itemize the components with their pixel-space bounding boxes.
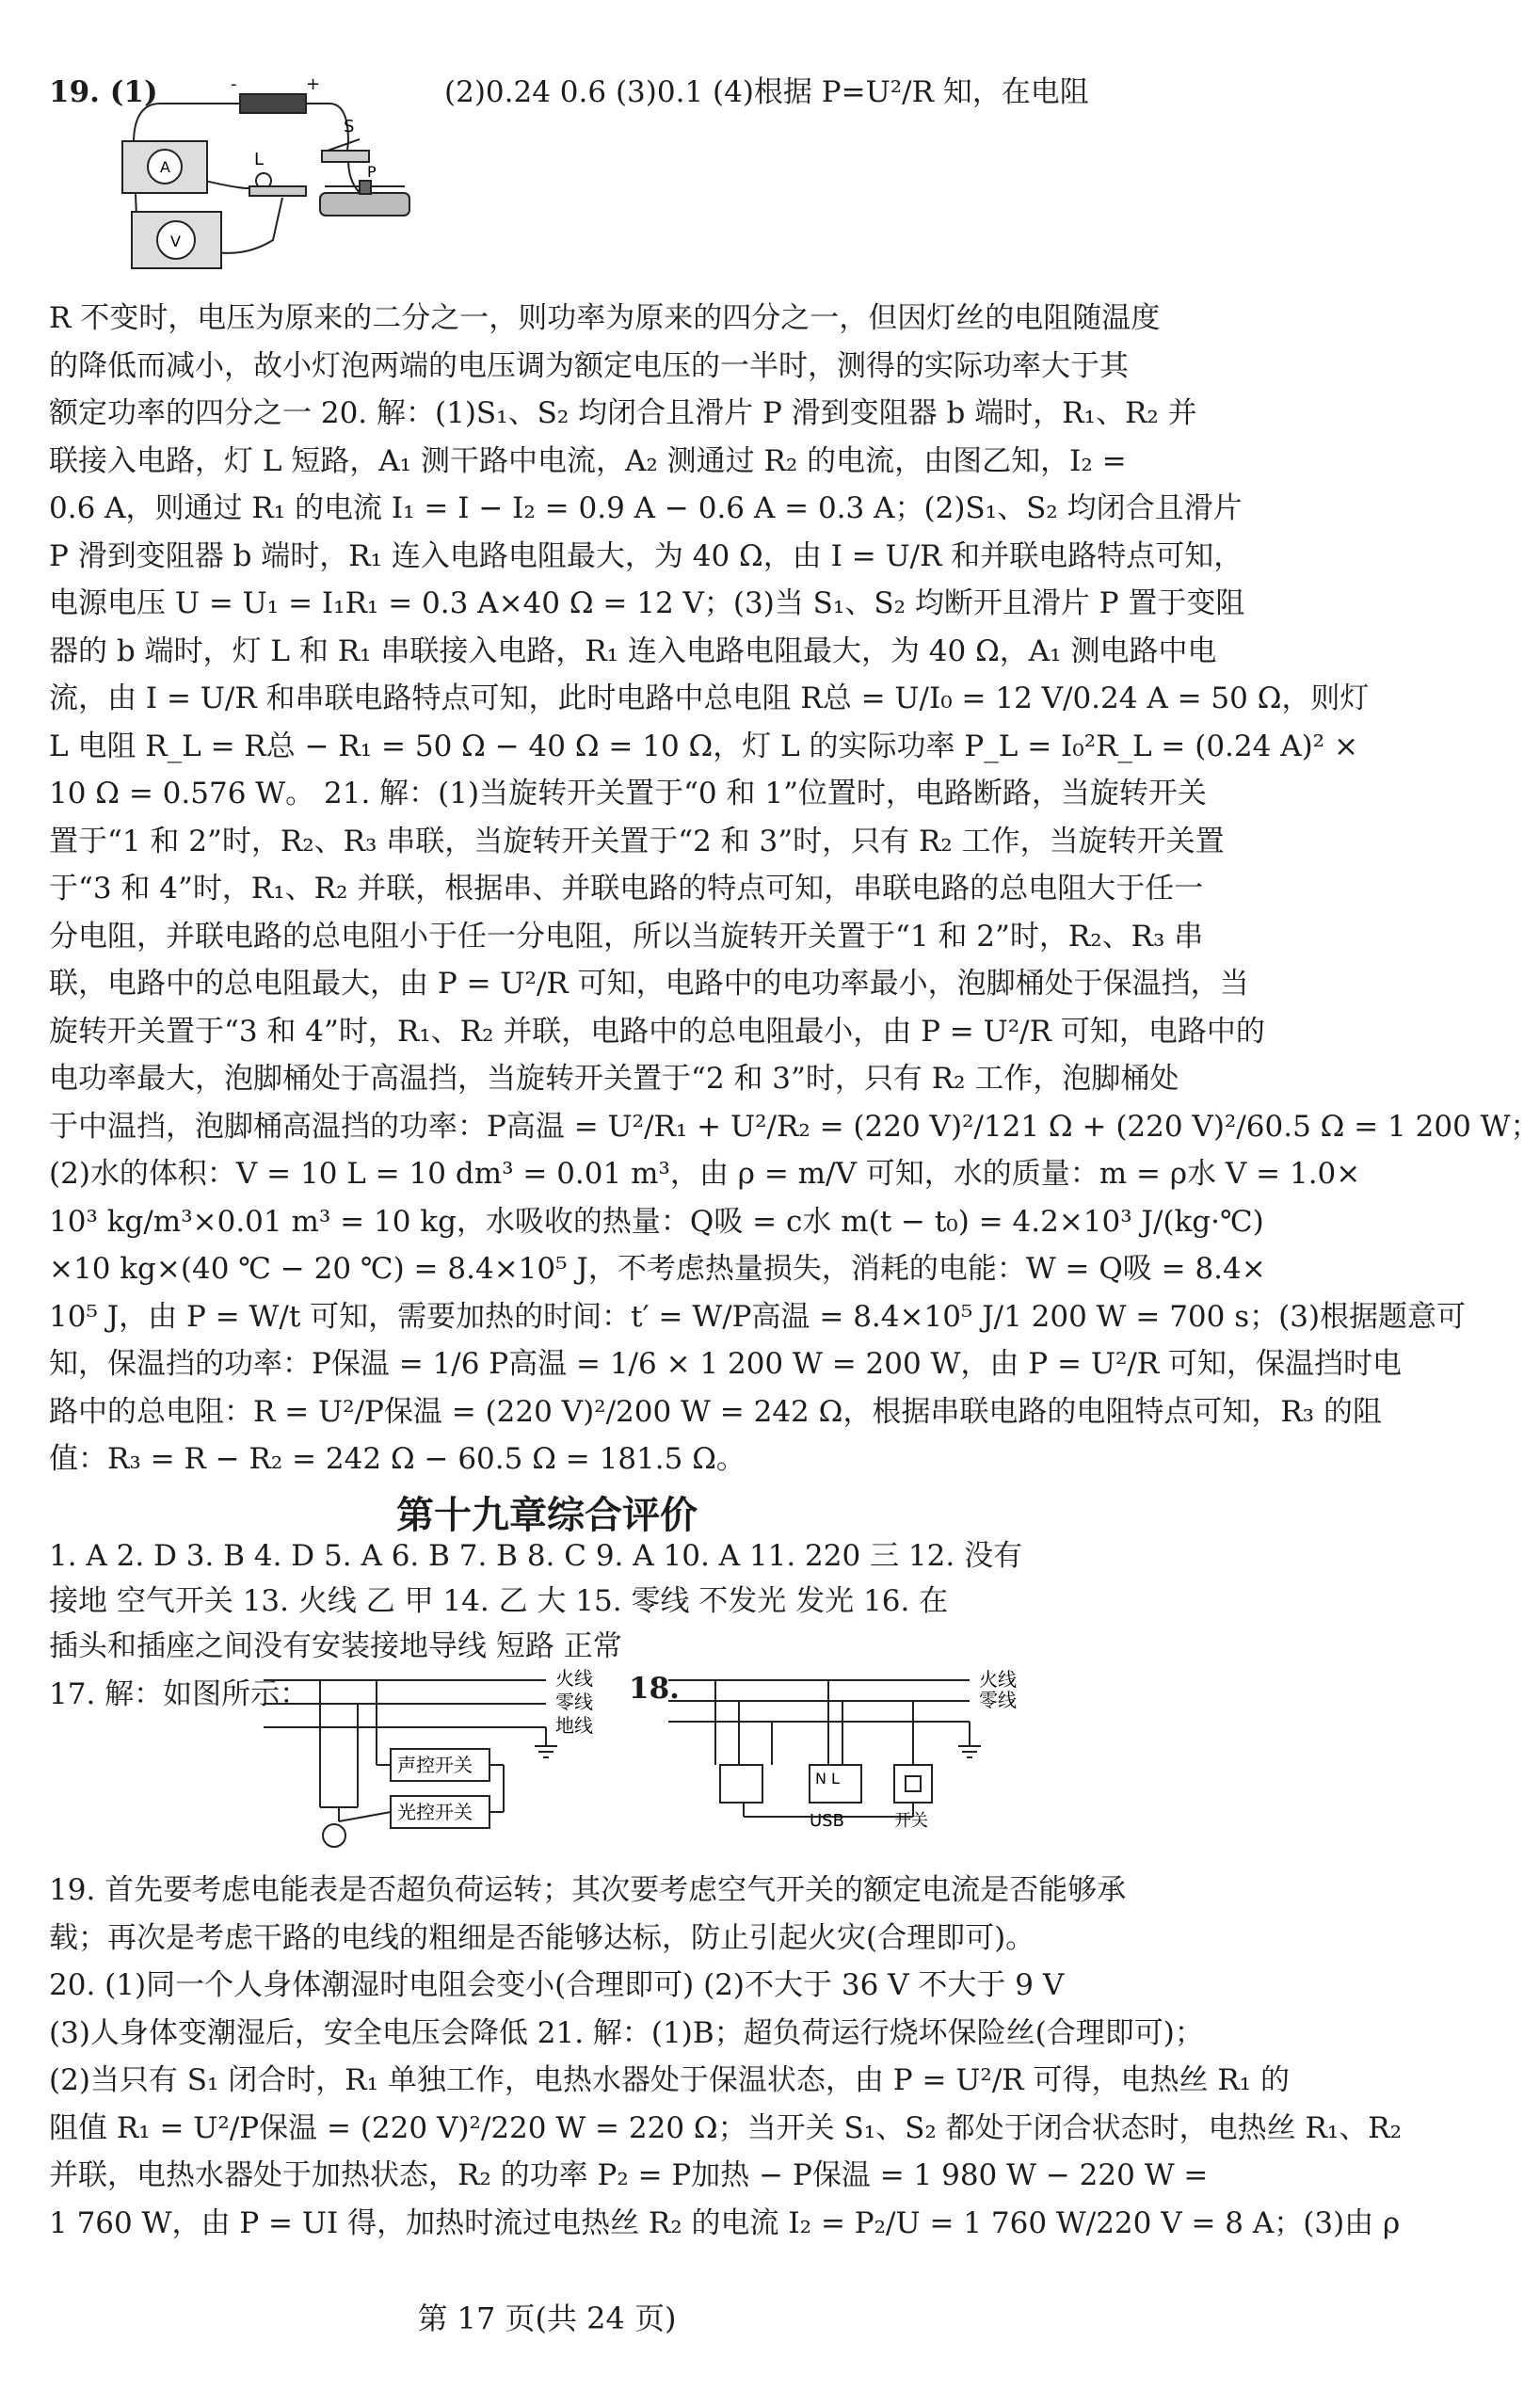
fig18-live: 火线	[979, 1668, 1017, 1691]
switch-icon	[322, 151, 369, 162]
text-line: 1 760 W，由 P = UI 得，加热时流过电热丝 R₂ 的电流 I₂ = P₂/U = 1 760 W/220 V = 8 A；(3)由 ρ	[49, 2205, 1401, 2240]
fig18-usb: USB	[810, 1811, 844, 1831]
battery-icon	[240, 94, 306, 113]
rheostat-label: P	[367, 163, 377, 181]
circuit-figure-19	[113, 75, 424, 287]
answer-line: 1. A 2. D 3. B 4. D 5. A 6. B 7. B 8. C 9. A 10. A 11. 220 三 12. 没有	[49, 1539, 1023, 1573]
q19-heading: 19. (1)	[49, 75, 158, 109]
text-line: 电源电压 U = U₁ = I₁R₁ = 0.3 A×40 Ω = 12 V；(3)当 S₁、S₂ 均断开且滑片 P 置于变阻	[49, 586, 1245, 620]
text-line: 器的 b 端时，灯 L 和 R₁ 串联接入电路，R₁ 连入电路电阻最大，为 40 Ω，A₁ 测电路中电	[49, 633, 1217, 668]
q17-label: 17. 解：如图所示：	[49, 1677, 310, 1711]
fig17-live: 火线	[555, 1667, 593, 1690]
text-line: 置于“1 和 2”时，R₂、R₃ 串联，当旋转开关置于“2 和 3”时，只有 R₂ 工作，当旋转开关置	[49, 824, 1225, 858]
fig17-ground: 地线	[555, 1714, 593, 1737]
page-footer: 第 17 页(共 24 页)	[417, 2301, 677, 2336]
text-line: 10³ kg/m³×0.01 m³ = 10 kg，水吸收的热量：Q吸 = c水 m(t − t₀) = 4.2×10³ J/(kg·℃)	[49, 1204, 1264, 1239]
text-line: 的降低而减小，故小灯泡两端的电压调为额定电压的一半时，测得的实际功率大于其	[49, 348, 1129, 383]
socket-icon	[720, 1765, 762, 1803]
text-line: 10⁵ J，由 P = W/t 可知，需要加热的时间：t′ = W/P高温 = 8.4×10⁵ J/1 200 W = 700 s；(3)根据题意可	[49, 1299, 1467, 1334]
fig18-nl: N L	[815, 1770, 840, 1788]
wiring-figure-17	[264, 1666, 621, 1854]
text-line: 值：R₃ = R − R₂ = 242 Ω − 60.5 Ω = 181.5 Ω。	[49, 1442, 746, 1476]
fig17-neutral: 零线	[555, 1691, 593, 1713]
text-line: 联，电路中的总电阻最大，由 P = U²/R 可知，电路中的电功率最小，泡脚桶处于保温挡，当	[49, 967, 1249, 1001]
text-line: 于中温挡，泡脚桶高温挡的功率：P高温 = U²/R₁ + U²/R₂ = (220 V)²/121 Ω + (220 V)²/60.5 Ω = 1 200 W；	[49, 1109, 1540, 1144]
text-line: 于“3 和 4”时，R₁、R₂ 并联，根据串、并联电路的特点可知，串联电路的总电阻大于任一	[49, 872, 1204, 906]
answer-line: 接地 空气开关 13. 火线 乙 甲 14. 乙 大 15. 零线 不发光 发光 16. 在	[49, 1584, 949, 1618]
fig17-light-switch: 光控开关	[397, 1801, 473, 1823]
fig18-neutral: 零线	[979, 1689, 1017, 1711]
text-line: P 滑到变阻器 b 端时，R₁ 连入电路电阻最大，为 40 Ω，由 I = U/R 和并联电路特点可知，	[49, 538, 1243, 573]
text-line: 阻值 R₁ = U²/P保温 = (220 V)²/220 W = 220 Ω；当开关 S₁、S₂ 都处于闭合状态时，电热丝 R₁、R₂	[49, 2110, 1403, 2145]
voltmeter-label: V	[170, 232, 181, 250]
q18-label: 18.	[629, 1672, 680, 1706]
lamp-icon	[323, 1824, 345, 1847]
text-line: 流，由 I = U/R 和串联电路特点可知，此时电路中总电阻 R总 = U/I₀ = 12 V/0.24 A = 50 Ω，则灯	[49, 681, 1370, 715]
text-line: ×10 kg×(40 ℃ − 20 ℃) = 8.4×10⁵ J，不考虑热量损失，消耗的电能：W = Q吸 = 8.4×	[49, 1252, 1266, 1286]
text-line: 载；再次是考虑干路的电线的粗细是否能够达标，防止引起火灾(合理即可)。	[49, 1920, 1035, 1955]
text-line: (3)人身体变潮湿后，安全电压会降低 21. 解：(1)B；超负荷运行烧坏保险丝(合理即可)；	[49, 2015, 1204, 2050]
text-line: 19. 首先要考虑电能表是否超负荷运转；其次要考虑空气开关的额定电流是否能够承	[49, 1873, 1127, 1907]
fig18-switch: 开关	[894, 1811, 928, 1831]
rheostat-icon	[320, 193, 409, 216]
text-line: 分电阻，并联电路的总电阻小于任一分电阻，所以当旋转开关置于“1 和 2”时，R₂、R₃ 串	[49, 919, 1204, 954]
battery-plus: +	[306, 74, 321, 94]
text-line: 0.6 A，则通过 R₁ 的电流 I₁ = I − I₂ = 0.9 A − 0.6 A = 0.3 A；(2)S₁、S₂ 均闭合且滑片	[49, 491, 1243, 525]
text-line: 路中的总电阻：R = U²/P保温 = (220 V)²/200 W = 242 Ω，根据串联电路的电阻特点可知，R₃ 的阻	[49, 1394, 1382, 1429]
text-line: L 电阻 R_L = R总 − R₁ = 50 Ω − 40 Ω = 10 Ω，灯 L 的实际功率 P_L = I₀²R_L = (0.24 A)² ×	[49, 729, 1358, 763]
q19-answer-top: (2)0.24 0.6 (3)0.1 (4)根据 P=U²/R 知，在电阻	[444, 75, 1089, 109]
text-line: 并联，电热水器处于加热状态，R₂ 的功率 P₂ = P加热 − P保温 = 1 980 W − 220 W =	[49, 2158, 1209, 2192]
text-line: 旋转开关置于“3 和 4”时，R₁、R₂ 并联，电路中的总电阻最小，由 P = U²/R 可知，电路中的	[49, 1014, 1265, 1049]
switch-label: S	[344, 117, 355, 136]
chapter-title: 第十九章综合评价	[396, 1494, 698, 1537]
answer-line: 插头和插座之间没有安装接地导线 短路 正常	[49, 1629, 622, 1663]
switch-box-icon	[894, 1765, 932, 1803]
text-line: R 不变时，电压为原来的二分之一，则功率为原来的四分之一，但因灯丝的电阻随温度	[49, 301, 1161, 335]
fig17-sound-switch: 声控开关	[397, 1754, 473, 1776]
text-line: 10 Ω = 0.576 W。 21. 解：(1)当旋转开关置于“0 和 1”位置时，电路断路，当旋转开关	[49, 777, 1207, 810]
wiring-figure-18	[668, 1661, 1054, 1831]
text-line: 知，保温挡的功率：P保温 = 1/6 P高温 = 1/6 × 1 200 W = 200 W，由 P = U²/R 可知，保温挡时电	[49, 1347, 1403, 1381]
text-line: (2)水的体积：V = 10 L = 10 dm³ = 0.01 m³，由 ρ = m/V 可知，水的质量：m = ρ水 V = 1.0×	[49, 1157, 1361, 1191]
text-line: 联接入电路，灯 L 短路，A₁ 测干路中电流，A₂ 测通过 R₂ 的电流，由图乙知，I₂ =	[49, 443, 1127, 478]
ammeter-label: A	[160, 158, 170, 176]
text-line: 额定功率的四分之一 20. 解：(1)S₁、S₂ 均闭合且滑片 P 滑到变阻器 b 端时，R₁、R₂ 并	[49, 396, 1197, 430]
text-line: 20. (1)同一个人身体潮湿时电阻会变小(合理即可) (2)不大于 36 V 不大于 9 V	[49, 1968, 1065, 2002]
text-line: (2)当只有 S₁ 闭合时，R₁ 单独工作，电热水器处于保温状态，由 P = U²/R 可得，电热丝 R₁ 的	[49, 2063, 1290, 2097]
bulb-label: L	[254, 150, 265, 169]
battery-minus: -	[231, 74, 237, 94]
text-line: 电功率最大，泡脚桶处于高温挡，当旋转开关置于“2 和 3”时，只有 R₂ 工作，泡脚桶处	[49, 1062, 1179, 1096]
